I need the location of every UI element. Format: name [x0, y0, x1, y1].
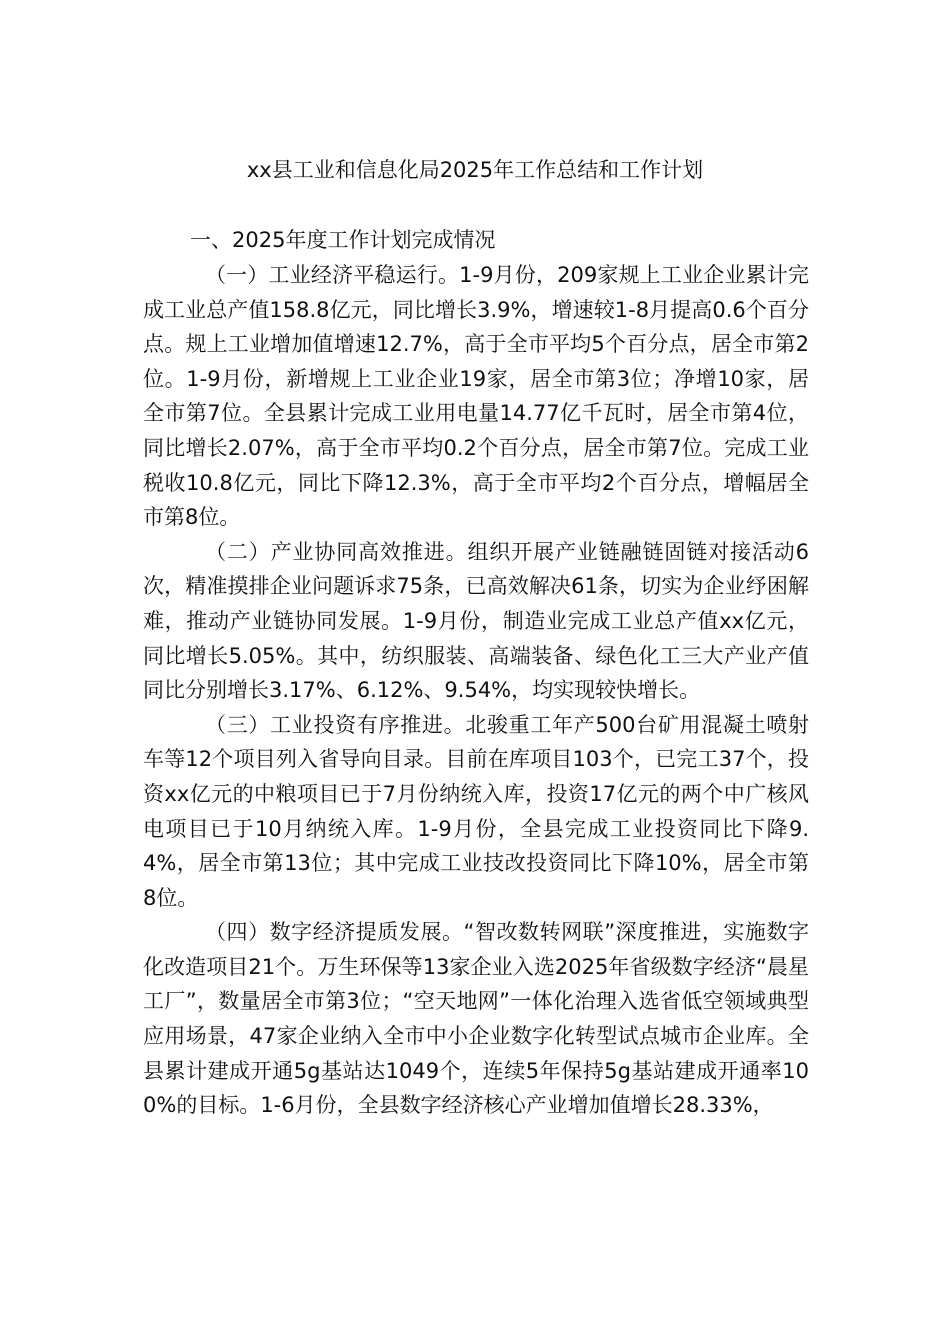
- paragraph-industry-coordination: （二）产业协同高效推进。组织开展产业链融链固链对接活动6次，精准摸排企业问题诉求75条，已高效解决61条，切实为企业纾困解难，推动产业链协同发展。1-9月份，制造业完成工业总产值xx亿元，同比增长5.05%。其中，纺织服装、高端装备、绿色化工三大产业产值同比分别增长3.17%、6.12%、9.54%，均实现较快增长。: [143, 539, 809, 703]
- paragraph-industrial-investment: （三）工业投资有序推进。北骏重工年产500台矿用混凝土喷射车等12个项目列入省导向目录。目前在库项目103个，已完工37个，投资xx亿元的中粮项目已于7月份纳统入库，投资17亿元的两个中广核风电项目已于10月纳统入库。1-9月份，全县完成工业投资同比下降9.4%，居全市第13位；其中完成工业技改投资同比下降10%，居全市第8位。: [143, 712, 809, 910]
- section-heading: 一、2025年度工作计划完成情况: [190, 228, 496, 252]
- paragraph-digital-economy: （四）数字经济提质发展。“智改数转网联”深度推进，实施数字化改造项目21个。万生环保等13家企业入选2025年省级数字经济“晨星工厂”，数量居全市第3位；“空天地网”一体化治理入选省低空领域典型应用场景，47家企业纳入全市中小企业数字化转型试点城市企业库。全县累计建成开通5g基站达1049个，连续5年保持5g基站建成开通率100%的目标。1-6月份，全县数字经济核心产业增加值增长28.33%，: [143, 920, 809, 1118]
- document-body: [143, 223, 809, 1123]
- document-title: xx县工业和信息化局2025年工作总结和工作计划: [246, 158, 704, 182]
- paragraph-industrial-economy: （一）工业经济平稳运行。1-9月份，209家规上工业企业累计完成工业总产值158.8亿元，同比增长3.9%，增速较1-8月提高0.6个百分点。规上工业增加值增速12.7%，高于全市平均5个百分点，居全市第2位。1-9月份，新增规上工业企业19家，居全市第3位；净增10家，居全市第7位。全县累计完成工业用电量14.77亿千瓦时，居全市第4位，同比增长2.07%，高于全市平均0.2个百分点，居全市第7位。完成工业税收10.8亿元，同比下降12.3%，高于全市平均2个百分点，增幅居全市第8位。: [143, 263, 809, 530]
